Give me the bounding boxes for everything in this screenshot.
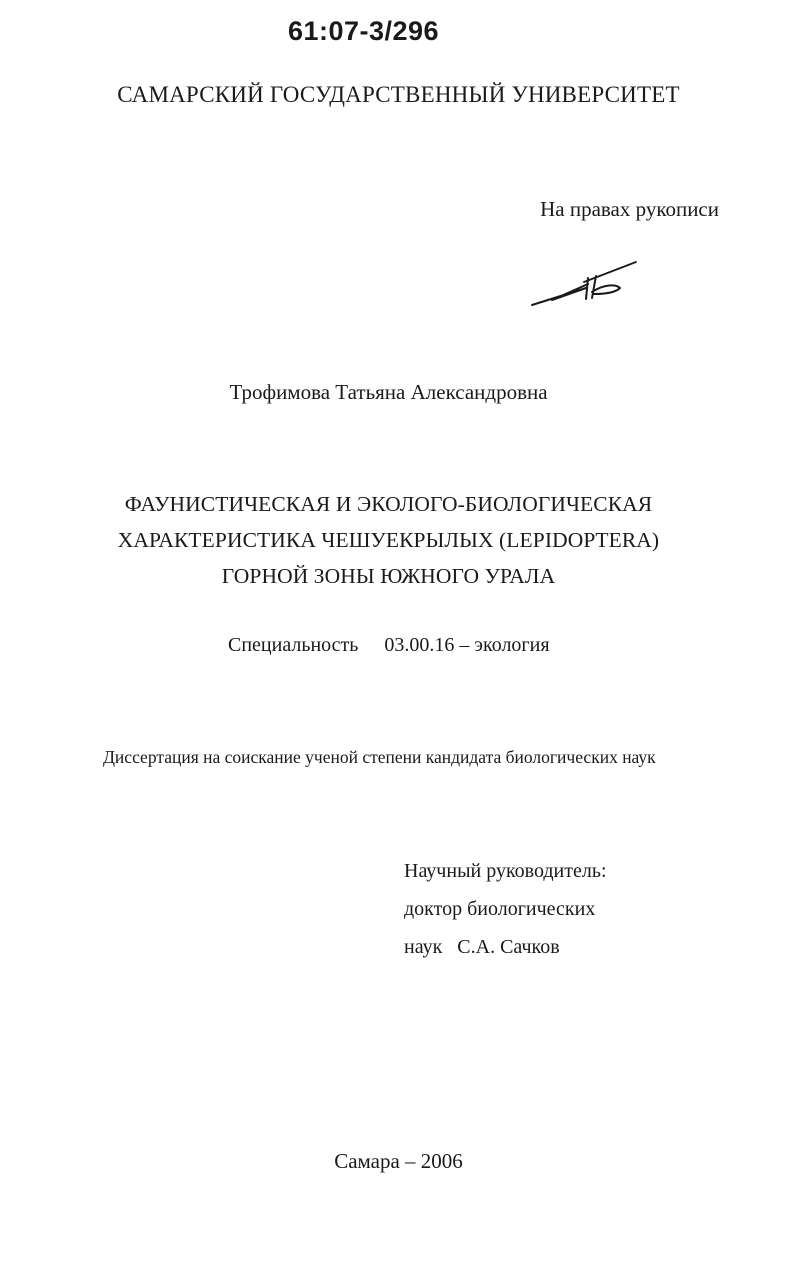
document-code: 61:07-3/296 [287, 16, 440, 46]
supervisor-line: наук С.А. Сачков [404, 936, 560, 958]
dissertation-note: Диссертация на соискание ученой степени кандидата биологических наук [103, 747, 656, 767]
supervisor-block [404, 852, 607, 966]
signature-stroke-underline [532, 284, 588, 305]
university-name: САМАРСКИЙ ГОСУДАРСТВЕННЫЙ УНИВЕРСИТЕТ [117, 82, 680, 107]
title-line: ГОРНОЙ ЗОНЫ ЮЖНОГО УРАЛА [221, 564, 556, 588]
author-signature [528, 254, 644, 314]
specialty-value: 03.00.16 – экология [384, 634, 550, 656]
title-line: ФАУНИСТИЧЕСКАЯ И ЭКОЛОГО-БИОЛОГИЧЕСКАЯ [124, 492, 653, 516]
author-name: Трофимова Татьяна Александровна [229, 380, 548, 404]
specialty [228, 634, 550, 657]
specialty-label: Специальность [228, 634, 359, 656]
supervisor-line: Научный руководитель: [404, 860, 607, 882]
dissertation-title [0, 486, 777, 594]
signature-stroke-tail [584, 262, 636, 282]
city-year: Самара – 2006 [334, 1149, 463, 1173]
title-line: ХАРАКТЕРИСТИКА ЧЕШУЕКРЫЛЫХ (LEPIDOPTERA) [117, 528, 660, 552]
rights-note: На правах рукописи [540, 197, 719, 221]
supervisor-line: доктор биологических [404, 898, 596, 920]
